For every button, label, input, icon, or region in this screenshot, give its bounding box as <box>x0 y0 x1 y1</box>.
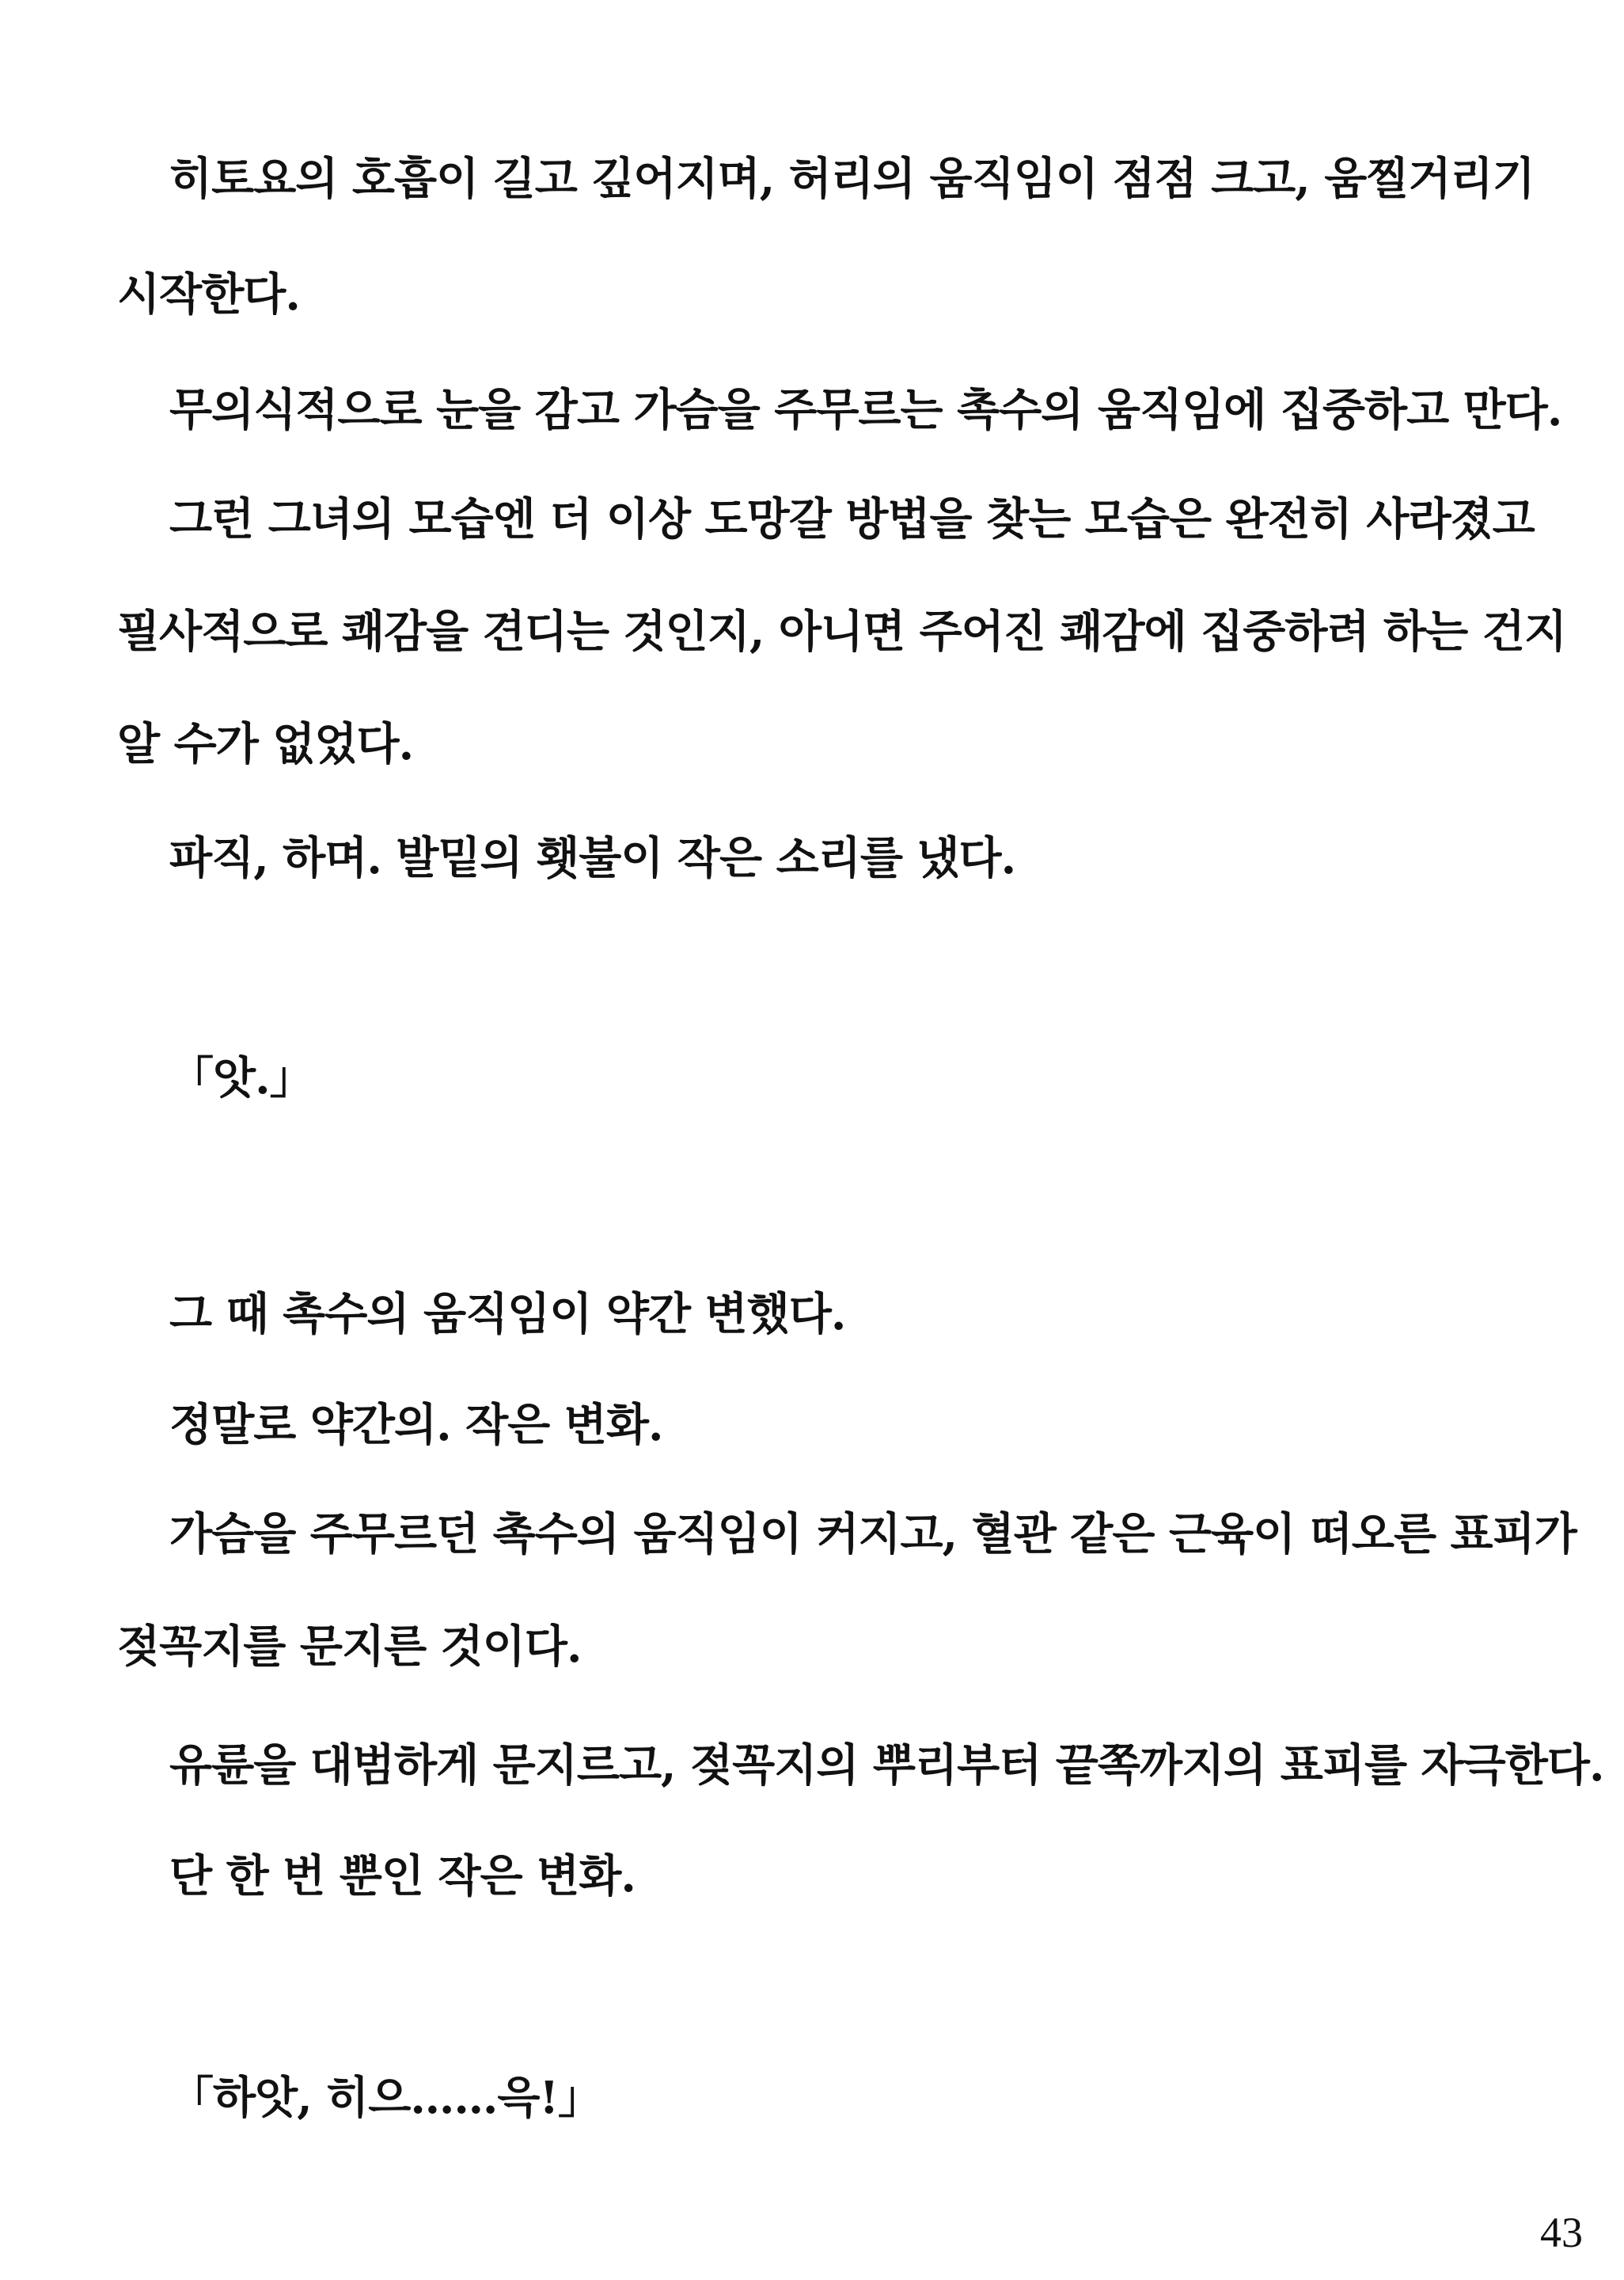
text-line: 시작한다. <box>117 268 300 321</box>
text-line: 히토요의 호흡이 길고 깊어지며, 허리의 움직임이 점점 크고, 움찔거리기 <box>169 153 1535 205</box>
text-line: 알 수가 없었다. <box>117 718 414 770</box>
page-number: 43 <box>1540 2209 1583 2256</box>
text-line: 필사적으로 쾌감을 견디는 것인지, 아니면 주어진 쾌감에 집중하려 하는 건지 <box>117 606 1566 658</box>
text-line: 그런 그녀의 모습엔 더 이상 도망갈 방법을 찾는 모습은 완전히 사라졌고 <box>169 493 1535 545</box>
text-line: 무의식적으로 눈을 감고 가슴을 주무르는 촉수의 움직임에 집중하고 만다. <box>169 384 1562 436</box>
text-line: 단 한 번 뿐인 작은 변화. <box>169 1850 636 1902</box>
dialogue-line: 「하앗, 히으……윽!」 <box>169 2072 602 2124</box>
text-line: 젖꼭지를 문지른 것이다. <box>117 1621 582 1673</box>
dialogue-line: 「앗.」 <box>169 1052 313 1104</box>
text-line: 정말로 약간의. 작은 변화. <box>169 1399 663 1451</box>
text-line: 그 때 촉수의 움직임이 약간 변했다. <box>169 1288 846 1340</box>
text-line: 파직, 하며. 발밑의 횃불이 작은 소리를 냈다. <box>169 832 1016 884</box>
text-line: 유륜을 대범하게 문지르고, 젖꼭지의 뿌리부터 끝쪽까지의 표피를 자극한다. <box>169 1739 1604 1792</box>
text-line: 가슴을 주무르던 촉수의 움직임이 커지고, 혈관 같은 근육이 떠오른 표피가 <box>169 1508 1577 1560</box>
